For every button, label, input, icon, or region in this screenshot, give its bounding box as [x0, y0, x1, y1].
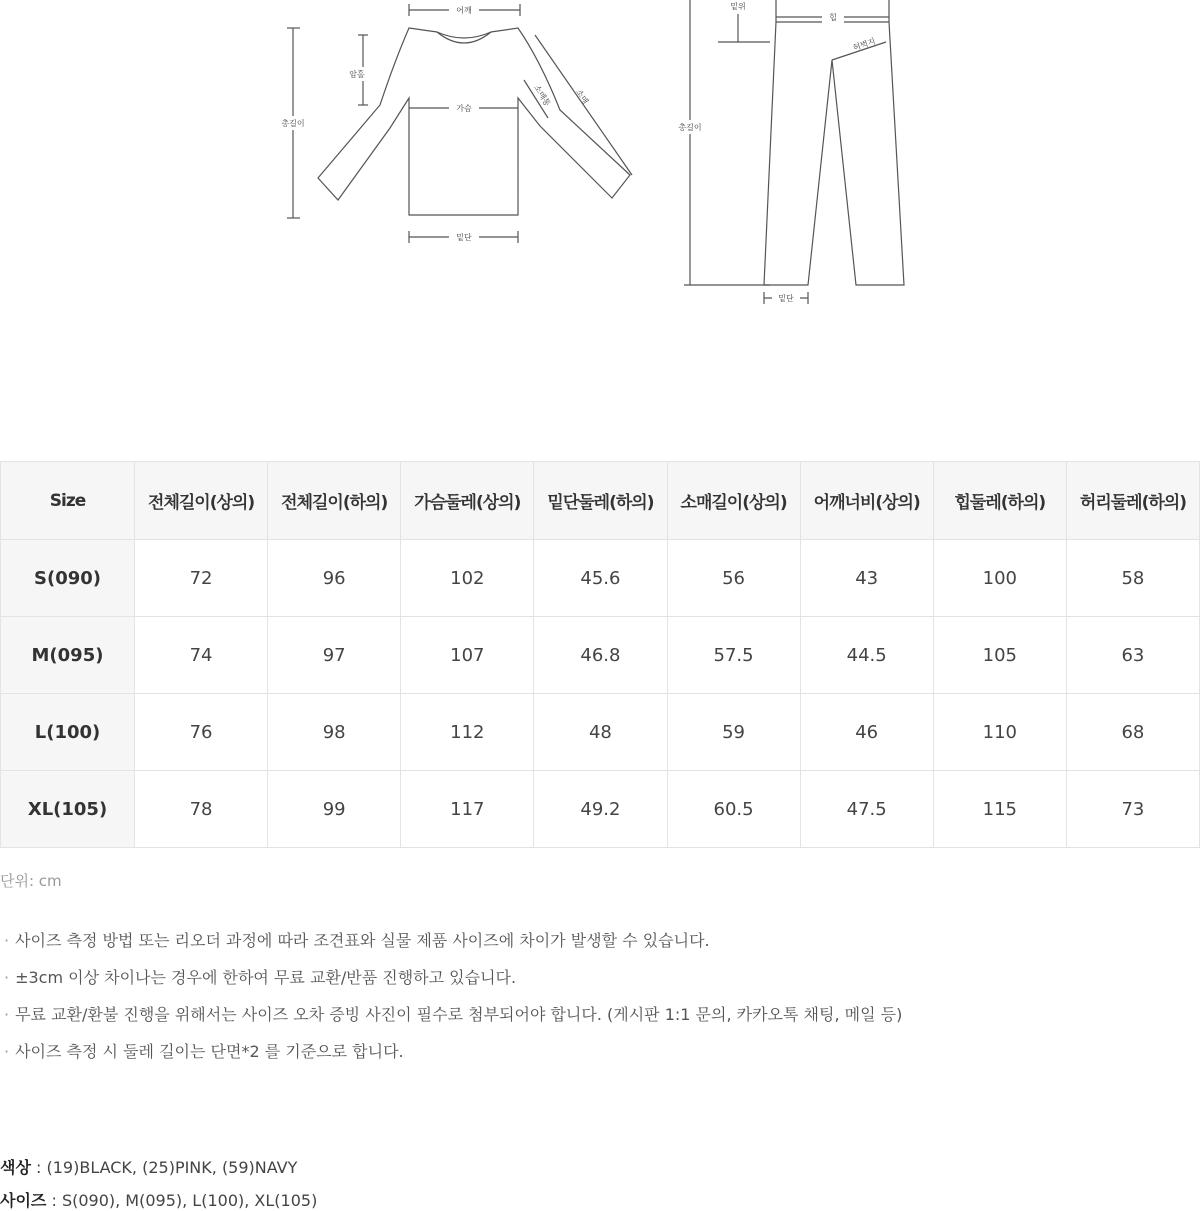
- unit-label: 단위: cm: [0, 872, 62, 890]
- value-cell: 57.5: [667, 617, 800, 694]
- value-cell: 76: [135, 694, 268, 771]
- thigh-label: 허벅지: [851, 36, 877, 53]
- value-cell: 46: [800, 694, 933, 771]
- hip-label: 힙: [829, 13, 837, 22]
- value-cell: 49.2: [534, 771, 667, 848]
- value-cell: 59: [667, 694, 800, 771]
- table-header-row: [1, 462, 1200, 540]
- value-cell: 47.5: [800, 771, 933, 848]
- value-cell: 58: [1066, 540, 1199, 617]
- value-cell: 43: [800, 540, 933, 617]
- value-cell: 117: [401, 771, 534, 848]
- value-cell: 72: [135, 540, 268, 617]
- value-cell: 45.6: [534, 540, 667, 617]
- size-label: 사이즈: [0, 1191, 47, 1210]
- size-cell: S(090): [1, 540, 135, 617]
- top-hem-label: 밑단: [456, 233, 472, 242]
- rise-label: 밑위: [730, 2, 746, 11]
- header-cell: 가슴둘레(상의): [401, 462, 534, 540]
- value-cell: 44.5: [800, 617, 933, 694]
- value-cell: 74: [135, 617, 268, 694]
- value-cell: 99: [268, 771, 401, 848]
- value-cell: 63: [1066, 617, 1199, 694]
- bullet: ·: [4, 931, 10, 950]
- top-garment-drawing: [287, 4, 632, 243]
- header-cell: 전체길이(상의): [135, 462, 268, 540]
- header-cell: 밑단둘레(하의): [534, 462, 667, 540]
- value-cell: 112: [401, 694, 534, 771]
- bullet: ·: [4, 968, 10, 987]
- list-item: [4, 967, 902, 1004]
- header-cell: 어깨너비(상의): [800, 462, 933, 540]
- pants-hem-label: 밑단: [778, 294, 794, 303]
- header-cell: 힙둘레(하의): [933, 462, 1066, 540]
- armhole-label: 암홀: [349, 70, 365, 79]
- value-cell: 96: [268, 540, 401, 617]
- header-cell: 허리둘레(하의): [1066, 462, 1199, 540]
- shoulder-label: 어깨: [456, 6, 472, 15]
- sleeve-width-label: 소매통: [532, 83, 553, 108]
- note-text: ±3cm 이상 차이나는 경우에 한하여 무료 교환/반품 진행하고 있습니다.: [15, 968, 517, 987]
- header-cell: 전체길이(하의): [268, 462, 401, 540]
- note-text: 사이즈 측정 방법 또는 리오더 과정에 따라 조견표와 실물 제품 사이즈에 차이가 발생할 수 있습니다.: [15, 931, 710, 950]
- value-cell: 102: [401, 540, 534, 617]
- color-label: 색상: [0, 1158, 31, 1177]
- table-row: [1, 617, 1200, 694]
- size-cell: L(100): [1, 694, 135, 771]
- size-cell: XL(105): [1, 771, 135, 848]
- value-cell: 78: [135, 771, 268, 848]
- list-item: [4, 930, 902, 967]
- size-value: : S(090), M(095), L(100), XL(105): [51, 1191, 318, 1210]
- value-cell: 107: [401, 617, 534, 694]
- size-cell: M(095): [1, 617, 135, 694]
- table-row: [1, 694, 1200, 771]
- header-cell: Size: [1, 462, 135, 540]
- table-row: [1, 771, 1200, 848]
- value-cell: 97: [268, 617, 401, 694]
- value-cell: 46.8: [534, 617, 667, 694]
- top-total-length-label: 총길이: [281, 119, 305, 128]
- value-cell: 110: [933, 694, 1066, 771]
- value-cell: 100: [933, 540, 1066, 617]
- chest-label: 가슴: [456, 104, 472, 113]
- value-cell: 98: [268, 694, 401, 771]
- note-text: 사이즈 측정 시 둘레 길이는 단면*2 를 기준으로 합니다.: [15, 1042, 404, 1061]
- list-item: [4, 1041, 902, 1078]
- color-info: [0, 1155, 297, 1178]
- bullet: ·: [4, 1005, 10, 1024]
- note-text: 무료 교환/환불 진행을 위해서는 사이즈 오차 증빙 사진이 필수로 첨부되어야 합니다. (게시판 1:1 문의, 카카오톡 채팅, 메일 등): [15, 1005, 903, 1024]
- value-cell: 105: [933, 617, 1066, 694]
- pants-total-length-label: 총길이: [678, 123, 702, 132]
- notes-list: [4, 930, 902, 1078]
- value-cell: 56: [667, 540, 800, 617]
- bullet: ·: [4, 1042, 10, 1061]
- value-cell: 73: [1066, 771, 1199, 848]
- color-value: : (19)BLACK, (25)PINK, (59)NAVY: [36, 1158, 298, 1177]
- header-cell: 소매길이(상의): [667, 462, 800, 540]
- list-item: [4, 1004, 902, 1041]
- value-cell: 60.5: [667, 771, 800, 848]
- sleeve-length-label: 소매: [574, 87, 591, 106]
- value-cell: 115: [933, 771, 1066, 848]
- size-measurement-diagram: [0, 0, 1200, 330]
- table-row: [1, 540, 1200, 617]
- value-cell: 48: [534, 694, 667, 771]
- size-chart-table: [0, 461, 1200, 848]
- value-cell: 68: [1066, 694, 1199, 771]
